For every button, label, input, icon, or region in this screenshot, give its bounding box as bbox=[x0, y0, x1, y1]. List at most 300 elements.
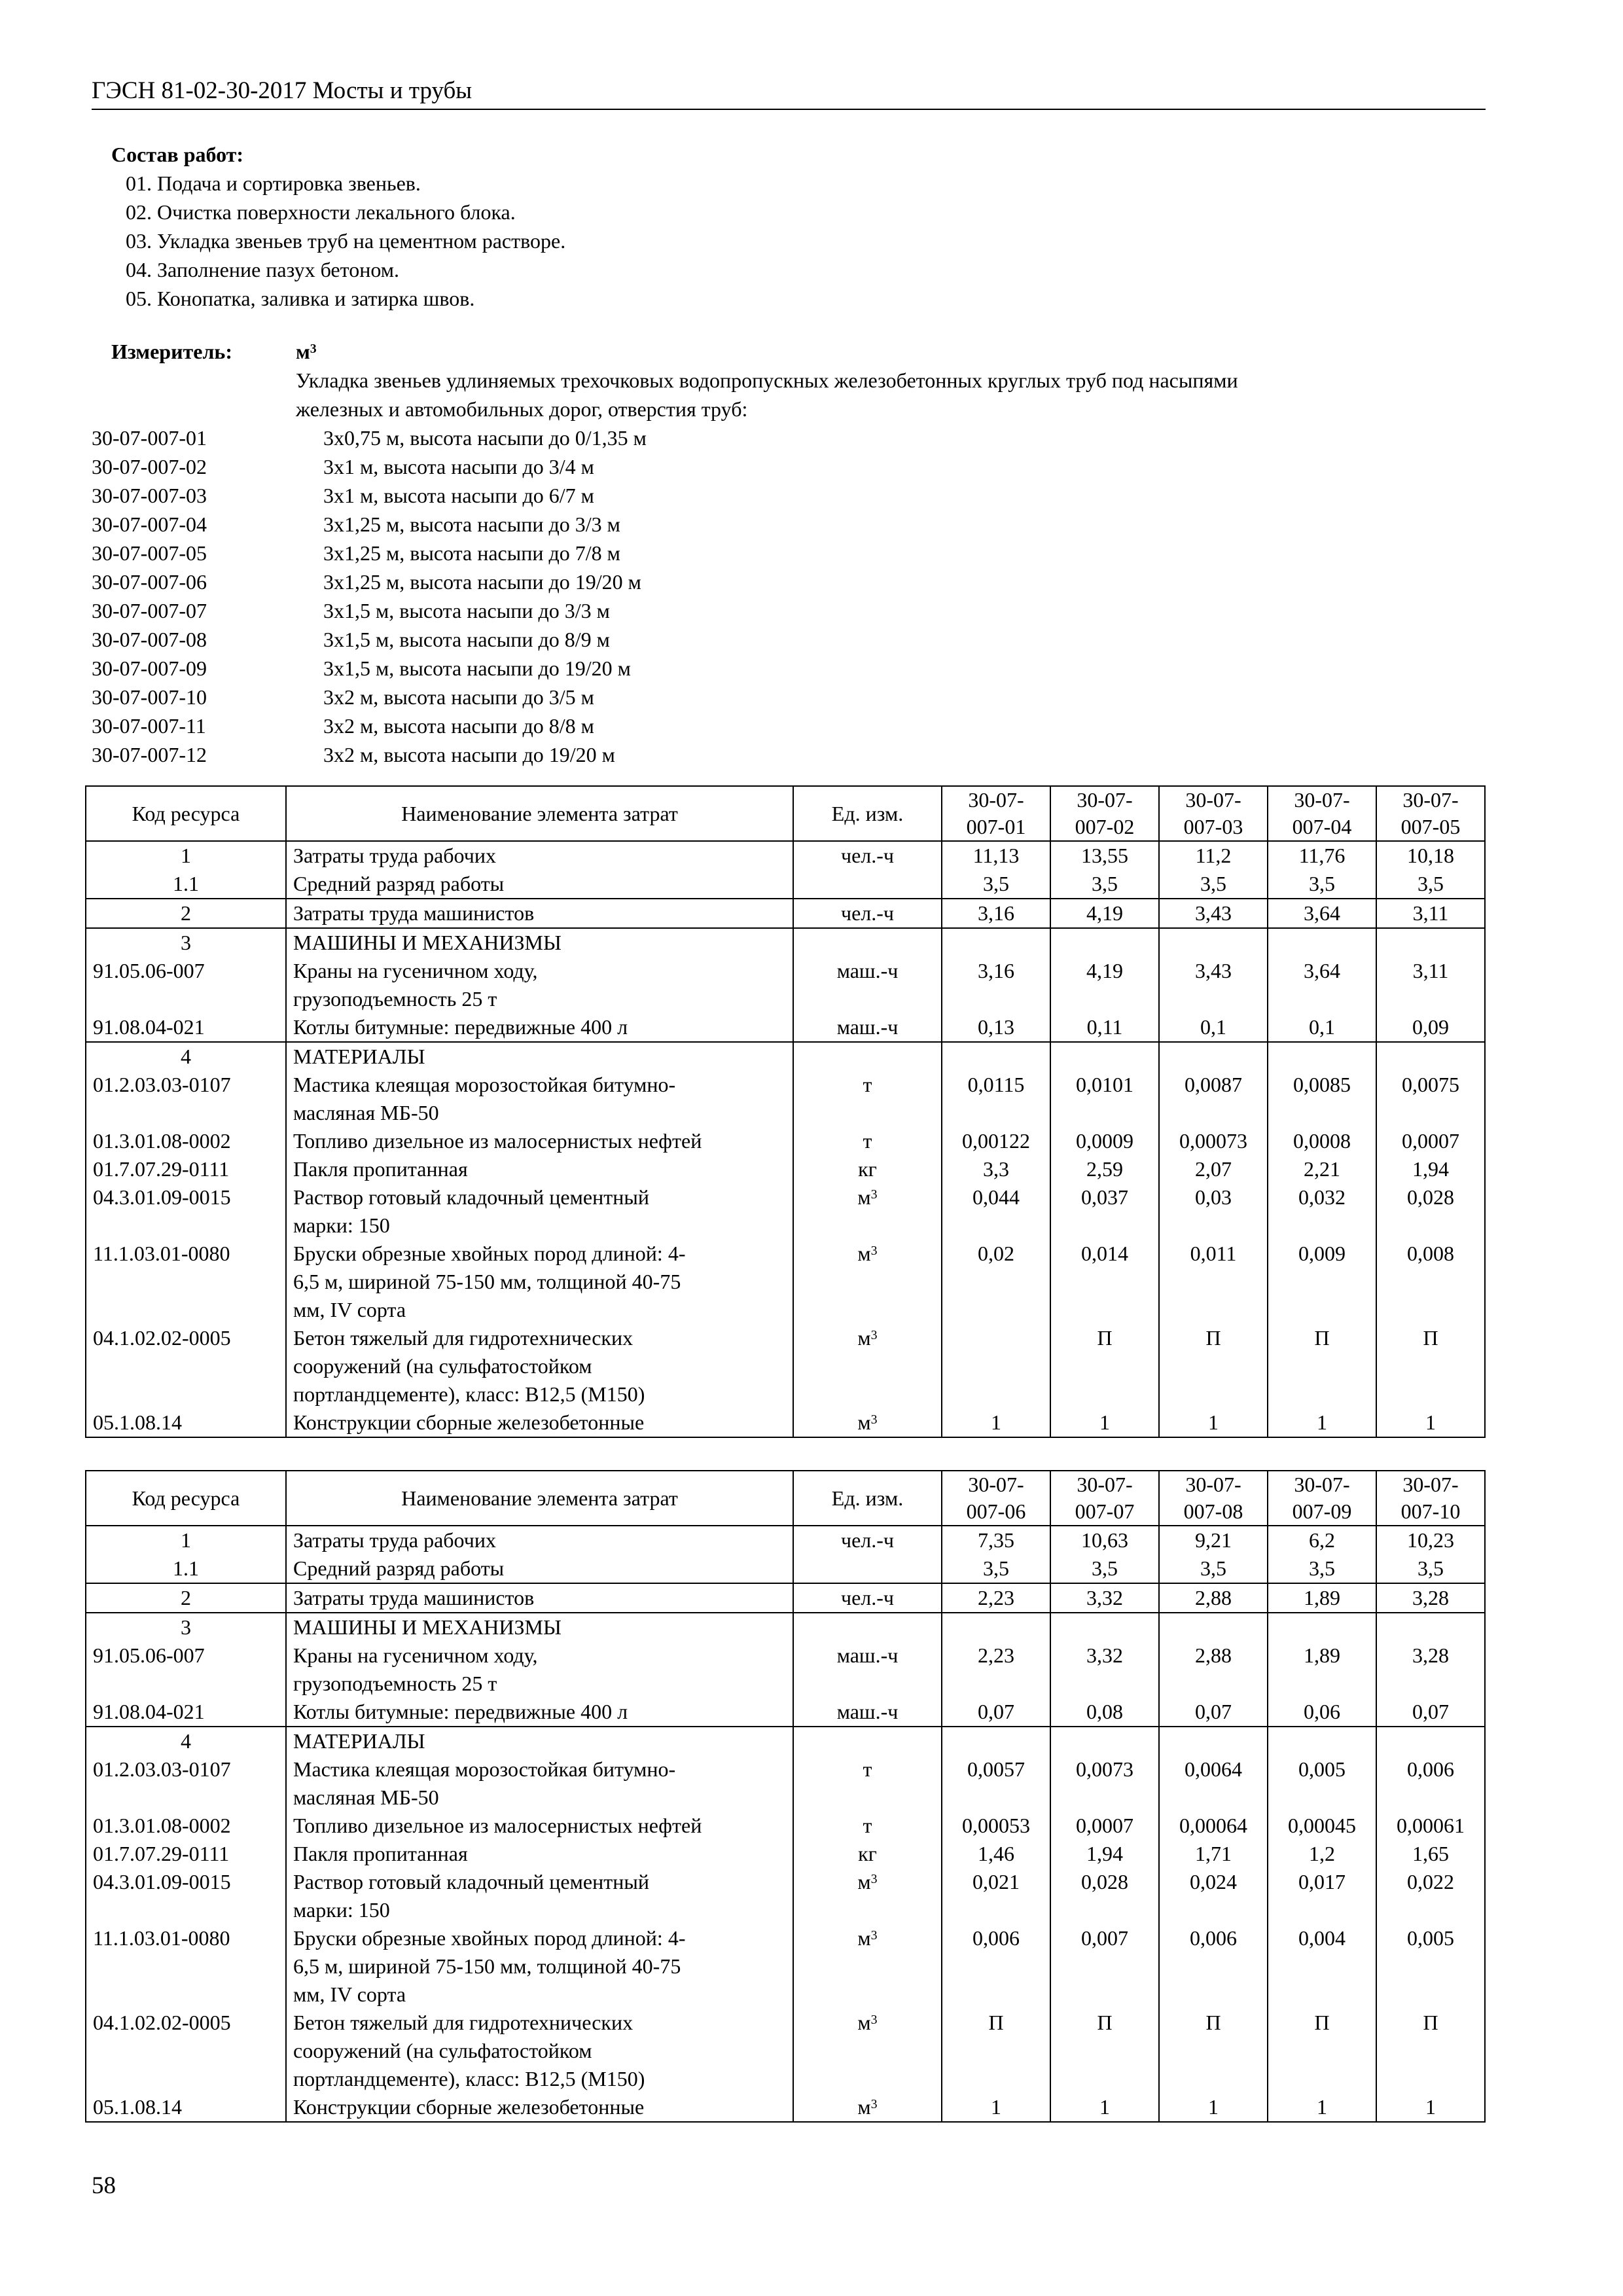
resource-code: 05.1.08.14 bbox=[86, 2093, 286, 2122]
value-cell: 3,32 bbox=[1050, 1641, 1159, 1698]
measure-item bbox=[92, 711, 1486, 740]
resource-name: Затраты труда машинистов bbox=[286, 899, 793, 928]
table-row bbox=[86, 1526, 1485, 1554]
header-col: 30-07- 007-03 bbox=[1159, 786, 1268, 841]
table-header-row bbox=[86, 786, 1485, 841]
value-cell bbox=[942, 1042, 1050, 1071]
value-cell: 6,2 bbox=[1268, 1526, 1376, 1554]
measure-item bbox=[92, 452, 1486, 481]
resource-code: 01.3.01.08-0002 bbox=[86, 1812, 286, 1840]
value-cell: 0,011 bbox=[1159, 1240, 1268, 1324]
resource-unit: $м^3$ bbox=[793, 1868, 942, 1924]
value-cell: 3,5 bbox=[1159, 1554, 1268, 1583]
table-row bbox=[86, 1812, 1485, 1840]
value-cell: 1,2 bbox=[1268, 1840, 1376, 1868]
measure-item-desc: 3х1,5 м, высота насыпи до 3/3 м bbox=[323, 599, 610, 622]
resource-name: МАШИНЫ И МЕХАНИЗМЫ bbox=[286, 928, 793, 957]
value-cell: 1,94 bbox=[1376, 1155, 1485, 1183]
value-cell: 0,006 bbox=[1159, 1924, 1268, 2009]
value-cell: 0,13 bbox=[942, 1013, 1050, 1042]
value-cell: 1 bbox=[1376, 2093, 1485, 2122]
table-row bbox=[86, 1641, 1485, 1698]
value-cell: П bbox=[1376, 2009, 1485, 2093]
value-cell: 3,5 bbox=[1050, 870, 1159, 899]
measure-item bbox=[92, 596, 1486, 625]
resource-name: Пакля пропитанная bbox=[286, 1155, 793, 1183]
measure-item-code: 30-07-007-09 bbox=[92, 656, 207, 680]
resource-name: Бруски обрезные хвойных пород длиной: 4- 6,5 м, шириной 75-150 мм, толщиной 40-75 мм, IV сорта bbox=[286, 1924, 793, 2009]
header-col: 30-07- 007-08 bbox=[1159, 1471, 1268, 1526]
value-cell: 0,00061 bbox=[1376, 1812, 1485, 1840]
value-cell: 11,76 bbox=[1268, 841, 1376, 870]
value-cell: 1 bbox=[1268, 2093, 1376, 2122]
value-cell: 0,03 bbox=[1159, 1183, 1268, 1240]
resource-code: 01.2.03.03-0107 bbox=[86, 1755, 286, 1812]
resource-unit: $м^3$ bbox=[793, 1924, 942, 2009]
value-cell bbox=[1376, 1727, 1485, 1755]
value-cell: 0,0007 bbox=[1050, 1812, 1159, 1840]
measure-item bbox=[92, 683, 1486, 711]
resource-name: Мастика клеящая морозостойкая битумно- масляная МБ-50 bbox=[286, 1755, 793, 1812]
resource-unit: т bbox=[793, 1127, 942, 1155]
table-row bbox=[86, 1613, 1485, 1641]
measure-items bbox=[92, 423, 1486, 769]
table-row bbox=[86, 1698, 1485, 1727]
value-cell: 0,1 bbox=[1159, 1013, 1268, 1042]
value-cell: 0,0101 bbox=[1050, 1071, 1159, 1127]
value-cell: 4,19 bbox=[1050, 899, 1159, 928]
value-cell: 1 bbox=[1268, 1408, 1376, 1437]
resource-code: 04.1.02.02-0005 bbox=[86, 1324, 286, 1408]
measure-item bbox=[92, 510, 1486, 539]
resource-name: Краны на гусеничном ходу, грузоподъемность 25 т bbox=[286, 1641, 793, 1698]
value-cell: 0,07 bbox=[1159, 1698, 1268, 1727]
measure-item-desc: 3х1 м, высота насыпи до 6/7 м bbox=[323, 484, 594, 507]
value-cell: 1 bbox=[1159, 1408, 1268, 1437]
header-col: 30-07- 007-09 bbox=[1268, 1471, 1376, 1526]
value-cell: 0,02 bbox=[942, 1240, 1050, 1324]
value-cell: 0,005 bbox=[1268, 1755, 1376, 1812]
value-cell: 10,63 bbox=[1050, 1526, 1159, 1554]
measure-item-code: 30-07-007-12 bbox=[92, 743, 207, 766]
measure-item bbox=[92, 539, 1486, 567]
value-cell bbox=[1268, 1727, 1376, 1755]
resource-unit: маш.-ч bbox=[793, 1641, 942, 1698]
measure-item-desc: 3х1,5 м, высота насыпи до 8/9 м bbox=[323, 628, 610, 651]
value-cell bbox=[942, 1613, 1050, 1641]
value-cell: 0,00073 bbox=[1159, 1127, 1268, 1155]
value-cell: П bbox=[1268, 2009, 1376, 2093]
measure-item-code: 30-07-007-01 bbox=[92, 426, 207, 450]
value-cell: 1,94 bbox=[1050, 1840, 1159, 1868]
header-name: Наименование элемента затрат bbox=[286, 1471, 793, 1526]
resource-name: МАТЕРИАЛЫ bbox=[286, 1727, 793, 1755]
header-code: Код ресурса bbox=[86, 1471, 286, 1526]
resource-code: 3 bbox=[86, 928, 286, 957]
resource-unit: чел.-ч bbox=[793, 841, 942, 870]
header-col: 30-07- 007-02 bbox=[1050, 786, 1159, 841]
value-cell: 3,28 bbox=[1376, 1641, 1485, 1698]
value-cell: 0,008 bbox=[1376, 1240, 1485, 1324]
work-item: 03. Укладка звеньев труб на цементном растворе. bbox=[126, 229, 566, 253]
table-row bbox=[86, 1042, 1485, 1071]
resource-name: Бетон тяжелый для гидротехнических сооружений (на сульфатостойком портландцементе), класс: В12,5 (М150) bbox=[286, 2009, 793, 2093]
table-row bbox=[86, 1071, 1485, 1127]
value-cell bbox=[942, 1324, 1050, 1408]
value-cell: 10,23 bbox=[1376, 1526, 1485, 1554]
resource-code: 11.1.03.01-0080 bbox=[86, 1240, 286, 1324]
resource-name: Затраты труда рабочих bbox=[286, 841, 793, 870]
header-col: 30-07- 007-06 bbox=[942, 1471, 1050, 1526]
resource-name: МАШИНЫ И МЕХАНИЗМЫ bbox=[286, 1613, 793, 1641]
table-row bbox=[86, 1155, 1485, 1183]
measure-item-desc: 3х2 м, высота насыпи до 19/20 м bbox=[323, 743, 615, 766]
value-cell: 2,88 bbox=[1159, 1583, 1268, 1613]
value-cell: П bbox=[1159, 2009, 1268, 2093]
value-cell: 2,07 bbox=[1159, 1155, 1268, 1183]
value-cell: 1,71 bbox=[1159, 1840, 1268, 1868]
page-number: 58 bbox=[92, 2172, 116, 2199]
value-cell: 3,11 bbox=[1376, 899, 1485, 928]
measure-label: Измеритель: bbox=[111, 340, 232, 363]
value-cell: 3,3 bbox=[942, 1155, 1050, 1183]
value-cell: 3,43 bbox=[1159, 957, 1268, 1013]
value-cell: 3,5 bbox=[1050, 1554, 1159, 1583]
table-row bbox=[86, 1840, 1485, 1868]
table-row bbox=[86, 1924, 1485, 2009]
work-item: 04. Заполнение пазух бетоном. bbox=[126, 258, 399, 281]
resource-name: Краны на гусеничном ходу, грузоподъемность 25 т bbox=[286, 957, 793, 1013]
resource-code: 91.05.06-007 bbox=[86, 957, 286, 1013]
resource-unit: $м^3$ bbox=[793, 1324, 942, 1408]
value-cell: 0,006 bbox=[1376, 1755, 1485, 1812]
value-cell: 3,5 bbox=[1159, 870, 1268, 899]
value-cell: 0,014 bbox=[1050, 1240, 1159, 1324]
measure-item-code: 30-07-007-02 bbox=[92, 455, 207, 478]
measure-item-desc: 3х2 м, высота насыпи до 8/8 м bbox=[323, 714, 594, 738]
resource-code: 2 bbox=[86, 899, 286, 928]
value-cell bbox=[1268, 1042, 1376, 1071]
value-cell: 0,0087 bbox=[1159, 1071, 1268, 1127]
value-cell: 0,0009 bbox=[1050, 1127, 1159, 1155]
value-cell: 0,021 bbox=[942, 1868, 1050, 1924]
value-cell: 13,55 bbox=[1050, 841, 1159, 870]
resource-unit: чел.-ч bbox=[793, 1526, 942, 1554]
table-row bbox=[86, 1240, 1485, 1324]
value-cell: П bbox=[1268, 1324, 1376, 1408]
resource-code: 2 bbox=[86, 1583, 286, 1613]
measure-item-desc: 3х1,25 м, высота насыпи до 19/20 м bbox=[323, 570, 641, 594]
header-col: 30-07- 007-05 bbox=[1376, 786, 1485, 841]
header-col: 30-07- 007-04 bbox=[1268, 786, 1376, 841]
value-cell: 0,0115 bbox=[942, 1071, 1050, 1127]
value-cell: 0,06 bbox=[1268, 1698, 1376, 1727]
value-cell: 1 bbox=[1159, 2093, 1268, 2122]
resource-table-1 bbox=[85, 785, 1486, 1438]
resource-code: 04.3.01.09-0015 bbox=[86, 1183, 286, 1240]
measure-item-desc: 3х1,25 м, высота насыпи до 7/8 м bbox=[323, 541, 620, 565]
resource-code: 11.1.03.01-0080 bbox=[86, 1924, 286, 2009]
value-cell: 1,46 bbox=[942, 1840, 1050, 1868]
value-cell: 3,16 bbox=[942, 899, 1050, 928]
resource-name: Средний разряд работы bbox=[286, 870, 793, 899]
value-cell: 11,13 bbox=[942, 841, 1050, 870]
header-col: 30-07- 007-01 bbox=[942, 786, 1050, 841]
value-cell bbox=[1159, 1613, 1268, 1641]
value-cell: 0,00122 bbox=[942, 1127, 1050, 1155]
value-cell bbox=[1050, 1613, 1159, 1641]
resource-code: 04.3.01.09-0015 bbox=[86, 1868, 286, 1924]
value-cell: 0,0057 bbox=[942, 1755, 1050, 1812]
resource-code: 1 bbox=[86, 1526, 286, 1554]
table-row bbox=[86, 1727, 1485, 1755]
value-cell: 0,08 bbox=[1050, 1698, 1159, 1727]
work-composition bbox=[92, 140, 565, 313]
resource-unit bbox=[793, 870, 942, 899]
work-composition-title: Состав работ: bbox=[111, 143, 244, 166]
measure-intro: Укладка звеньев удлиняемых трехочковых водопропускных железобетонных круглых труб под насыпями железных и автомобильных дорог, отверстия труб: bbox=[296, 368, 1238, 421]
table-row bbox=[86, 899, 1485, 928]
resource-unit: $м^3$ bbox=[793, 2009, 942, 2093]
table-row bbox=[86, 1127, 1485, 1155]
resource-name: Топливо дизельное из малосернистых нефтей bbox=[286, 1127, 793, 1155]
table-header-row bbox=[86, 1471, 1485, 1526]
resource-unit bbox=[793, 1613, 942, 1641]
value-cell: 0,00064 bbox=[1159, 1812, 1268, 1840]
header-code: Код ресурса bbox=[86, 786, 286, 841]
measure-item bbox=[92, 567, 1486, 596]
resource-unit: маш.-ч bbox=[793, 1698, 942, 1727]
value-cell: 3,43 bbox=[1159, 899, 1268, 928]
value-cell bbox=[1050, 1727, 1159, 1755]
table-row bbox=[86, 1755, 1485, 1812]
header-unit: Ед. изм. bbox=[793, 786, 942, 841]
measure-item-code: 30-07-007-04 bbox=[92, 512, 207, 536]
value-cell: 0,024 bbox=[1159, 1868, 1268, 1924]
measure-item-code: 30-07-007-03 bbox=[92, 484, 207, 507]
value-cell bbox=[1376, 928, 1485, 957]
resource-unit: чел.-ч bbox=[793, 899, 942, 928]
value-cell: 0,028 bbox=[1050, 1868, 1159, 1924]
measure-item-desc: 3х1 м, высота насыпи до 3/4 м bbox=[323, 455, 594, 478]
value-cell: 3,5 bbox=[942, 870, 1050, 899]
value-cell: П bbox=[1050, 1324, 1159, 1408]
resource-unit: $м^3$ bbox=[793, 1183, 942, 1240]
resource-code: 4 bbox=[86, 1727, 286, 1755]
measure-item-desc: 3х1,25 м, высота насыпи до 3/3 м bbox=[323, 512, 620, 536]
value-cell bbox=[1268, 1613, 1376, 1641]
value-cell: 0,028 bbox=[1376, 1183, 1485, 1240]
value-cell: 2,23 bbox=[942, 1641, 1050, 1698]
value-cell: 0,00053 bbox=[942, 1812, 1050, 1840]
resource-unit: т bbox=[793, 1812, 942, 1840]
resource-name: Затраты труда рабочих bbox=[286, 1526, 793, 1554]
value-cell: 3,5 bbox=[1268, 870, 1376, 899]
measure-item-desc: 3х1,5 м, высота насыпи до 19/20 м bbox=[323, 656, 631, 680]
measure-item-code: 30-07-007-05 bbox=[92, 541, 207, 565]
value-cell: 1,89 bbox=[1268, 1583, 1376, 1613]
value-cell: 9,21 bbox=[1159, 1526, 1268, 1554]
header-col: 30-07- 007-10 bbox=[1376, 1471, 1485, 1526]
value-cell: П bbox=[942, 2009, 1050, 2093]
resource-name: Затраты труда машинистов bbox=[286, 1583, 793, 1613]
value-cell: 1 bbox=[1050, 2093, 1159, 2122]
value-cell: 2,59 bbox=[1050, 1155, 1159, 1183]
resource-unit: чел.-ч bbox=[793, 1583, 942, 1613]
resource-name: Бруски обрезные хвойных пород длиной: 4- 6,5 м, шириной 75-150 мм, толщиной 40-75 мм, IV сорта bbox=[286, 1240, 793, 1324]
value-cell bbox=[942, 1727, 1050, 1755]
work-item: 01. Подача и сортировка звеньев. bbox=[126, 171, 421, 195]
measure-item-code: 30-07-007-07 bbox=[92, 599, 207, 622]
table-row bbox=[86, 2009, 1485, 2093]
resource-code: 1.1 bbox=[86, 1554, 286, 1583]
resource-name: Конструкции сборные железобетонные bbox=[286, 1408, 793, 1437]
resource-code: 3 bbox=[86, 1613, 286, 1641]
resource-unit bbox=[793, 1042, 942, 1071]
resource-code: 1 bbox=[86, 841, 286, 870]
resource-unit bbox=[793, 928, 942, 957]
resource-unit bbox=[793, 1554, 942, 1583]
value-cell: 2,23 bbox=[942, 1583, 1050, 1613]
resource-code: 4 bbox=[86, 1042, 286, 1071]
value-cell: 0,0008 bbox=[1268, 1127, 1376, 1155]
value-cell: 10,18 bbox=[1376, 841, 1485, 870]
resource-unit: $м^3$ bbox=[793, 2093, 942, 2122]
resource-unit: $м^3$ bbox=[793, 1408, 942, 1437]
measure-item-desc: 3х0,75 м, высота насыпи до 0/1,35 м bbox=[323, 426, 647, 450]
measure-section bbox=[92, 337, 1486, 769]
resource-name: Пакля пропитанная bbox=[286, 1840, 793, 1868]
resource-name: МАТЕРИАЛЫ bbox=[286, 1042, 793, 1071]
resource-code: 01.3.01.08-0002 bbox=[86, 1127, 286, 1155]
measure-item bbox=[92, 423, 1486, 452]
resource-unit: $м^3$ bbox=[793, 1240, 942, 1324]
value-cell: 11,2 bbox=[1159, 841, 1268, 870]
measure-item-code: 30-07-007-11 bbox=[92, 714, 206, 738]
table-row bbox=[86, 1013, 1485, 1042]
work-item: 05. Конопатка, заливка и затирка швов. bbox=[126, 287, 475, 310]
value-cell: 0,009 bbox=[1268, 1240, 1376, 1324]
measure-item-code: 30-07-007-10 bbox=[92, 685, 207, 709]
resource-name: Раствор готовый кладочный цементный марки: 150 bbox=[286, 1868, 793, 1924]
resource-name: Топливо дизельное из малосернистых нефтей bbox=[286, 1812, 793, 1840]
resource-code: 01.2.03.03-0107 bbox=[86, 1071, 286, 1127]
table-row bbox=[86, 1324, 1485, 1408]
value-cell bbox=[1159, 928, 1268, 957]
value-cell bbox=[942, 928, 1050, 957]
table-row bbox=[86, 1554, 1485, 1583]
resource-unit bbox=[793, 1727, 942, 1755]
value-cell: 0,004 bbox=[1268, 1924, 1376, 2009]
resource-table-2 bbox=[85, 1470, 1486, 2123]
value-cell: 0,044 bbox=[942, 1183, 1050, 1240]
resource-code: 91.05.06-007 bbox=[86, 1641, 286, 1698]
value-cell: 3,5 bbox=[942, 1554, 1050, 1583]
measure-item bbox=[92, 625, 1486, 654]
measure-item-code: 30-07-007-06 bbox=[92, 570, 207, 594]
page-header: ГЭСН 81-02-30-2017 Мосты и трубы bbox=[92, 73, 1486, 110]
value-cell bbox=[1376, 1613, 1485, 1641]
table-row bbox=[86, 928, 1485, 957]
value-cell bbox=[1050, 1042, 1159, 1071]
value-cell: 1 bbox=[942, 1408, 1050, 1437]
resource-code: 91.08.04-021 bbox=[86, 1698, 286, 1727]
value-cell bbox=[1268, 928, 1376, 957]
value-cell: 3,5 bbox=[1268, 1554, 1376, 1583]
value-cell: 0,07 bbox=[1376, 1698, 1485, 1727]
table-row bbox=[86, 1583, 1485, 1613]
value-cell: 2,88 bbox=[1159, 1641, 1268, 1698]
resource-unit: т bbox=[793, 1755, 942, 1812]
table-row bbox=[86, 1868, 1485, 1924]
value-cell: 3,64 bbox=[1268, 957, 1376, 1013]
resource-code: 1.1 bbox=[86, 870, 286, 899]
resource-unit: кг bbox=[793, 1155, 942, 1183]
value-cell: 0,0085 bbox=[1268, 1071, 1376, 1127]
value-cell: 0,032 bbox=[1268, 1183, 1376, 1240]
value-cell: 0,11 bbox=[1050, 1013, 1159, 1042]
resource-unit: маш.-ч bbox=[793, 957, 942, 1013]
resource-unit: т bbox=[793, 1071, 942, 1127]
resource-code: 01.7.07.29-0111 bbox=[86, 1155, 286, 1183]
value-cell bbox=[1159, 1727, 1268, 1755]
value-cell: 7,35 bbox=[942, 1526, 1050, 1554]
value-cell: 0,006 bbox=[942, 1924, 1050, 2009]
value-cell: 0,037 bbox=[1050, 1183, 1159, 1240]
header-col: 30-07- 007-07 bbox=[1050, 1471, 1159, 1526]
resource-name: Бетон тяжелый для гидротехнических сооружений (на сульфатостойком портландцементе), класс: В12,5 (М150) bbox=[286, 1324, 793, 1408]
value-cell: 1,89 bbox=[1268, 1641, 1376, 1698]
resource-name: Раствор готовый кладочный цементный марки: 150 bbox=[286, 1183, 793, 1240]
value-cell: 3,32 bbox=[1050, 1583, 1159, 1613]
value-cell: 3,11 bbox=[1376, 957, 1485, 1013]
value-cell: 1 bbox=[1050, 1408, 1159, 1437]
value-cell: П bbox=[1376, 1324, 1485, 1408]
table-row bbox=[86, 957, 1485, 1013]
resource-name: Котлы битумные: передвижные 400 л bbox=[286, 1013, 793, 1042]
value-cell: 1 bbox=[1376, 1408, 1485, 1437]
value-cell: 0,0073 bbox=[1050, 1755, 1159, 1812]
value-cell: 0,0007 bbox=[1376, 1127, 1485, 1155]
value-cell: 0,005 bbox=[1376, 1924, 1485, 2009]
resource-code: 01.7.07.29-0111 bbox=[86, 1840, 286, 1868]
resource-name: Средний разряд работы bbox=[286, 1554, 793, 1583]
value-cell bbox=[1376, 1042, 1485, 1071]
value-cell: 2,21 bbox=[1268, 1155, 1376, 1183]
measure-item bbox=[92, 481, 1486, 510]
value-cell: 0,022 bbox=[1376, 1868, 1485, 1924]
value-cell: 0,09 bbox=[1376, 1013, 1485, 1042]
measure-item bbox=[92, 740, 1486, 769]
value-cell: 0,0075 bbox=[1376, 1071, 1485, 1127]
resource-name: Котлы битумные: передвижные 400 л bbox=[286, 1698, 793, 1727]
measure-item-desc: 3х2 м, высота насыпи до 3/5 м bbox=[323, 685, 594, 709]
value-cell: 1 bbox=[942, 2093, 1050, 2122]
table-row bbox=[86, 2093, 1485, 2122]
value-cell: 0,07 bbox=[942, 1698, 1050, 1727]
table-row bbox=[86, 870, 1485, 899]
value-cell: 3,5 bbox=[1376, 870, 1485, 899]
work-item: 02. Очистка поверхности лекального блока. bbox=[126, 200, 516, 224]
value-cell: 0,007 bbox=[1050, 1924, 1159, 2009]
measure-item-code: 30-07-007-08 bbox=[92, 628, 207, 651]
value-cell: 3,64 bbox=[1268, 899, 1376, 928]
table-row bbox=[86, 1183, 1485, 1240]
resource-name: Мастика клеящая морозостойкая битумно- масляная МБ-50 bbox=[286, 1071, 793, 1127]
value-cell: 0,0064 bbox=[1159, 1755, 1268, 1812]
table-row bbox=[86, 1408, 1485, 1437]
resource-code: 04.1.02.02-0005 bbox=[86, 2009, 286, 2093]
